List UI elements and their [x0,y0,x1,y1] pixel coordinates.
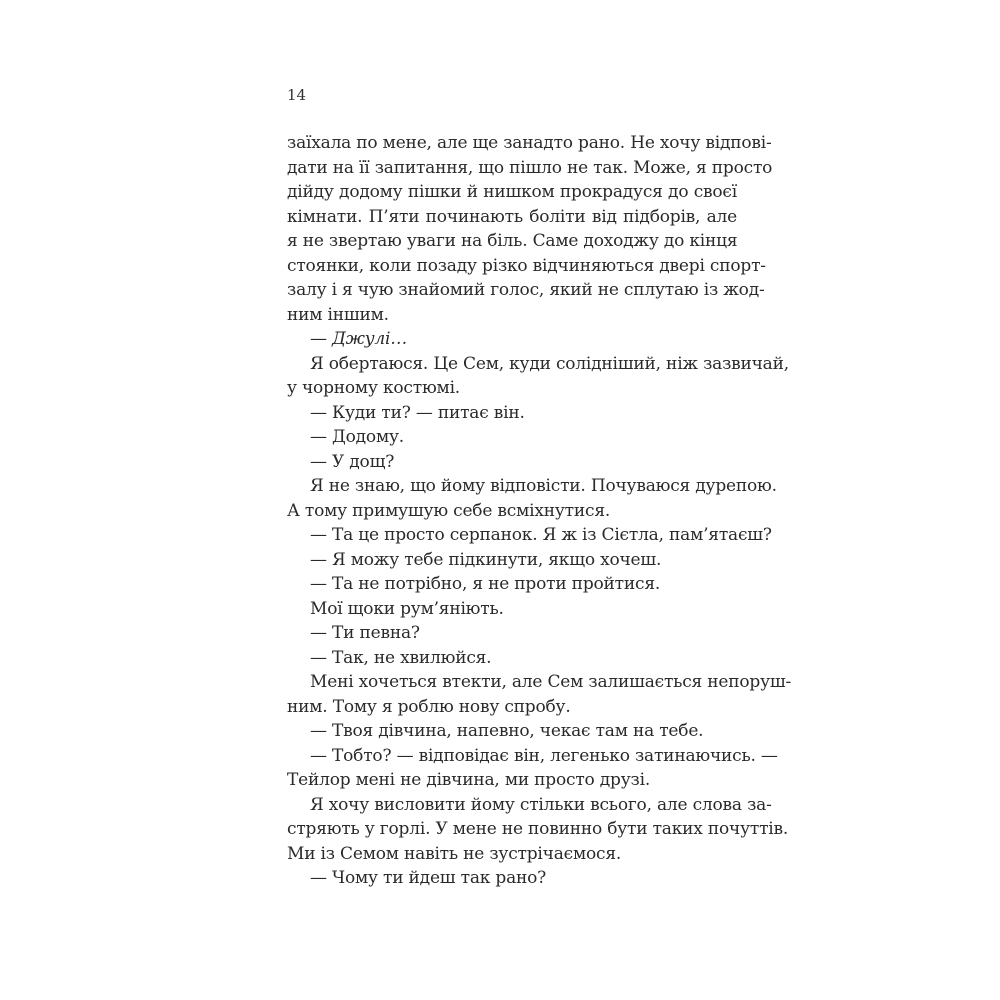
text-line: — Джулі… [310,329,408,349]
text-line: Тейлор мені не дівчина, ми просто друзі. [287,770,651,790]
text-line: Мої щоки рум’яніють. [310,598,504,619]
text-line: — Чому ти йдеш так рано? [310,868,547,888]
text-line: — Додому. [310,427,404,447]
text-line: — Та не потрібно, я не проти пройтися. [310,574,661,594]
text-line: залу і я чую знайомий голос, який не сплутаю із жод- [287,280,765,300]
text-line: — У дощ? [310,451,395,472]
text-line: — Куди ти? — питає він. [310,402,525,423]
text-line: — Тобто? — відповідає він, легенько затинаючись. — [310,745,778,766]
text-line: ним. Тому я роблю нову спробу. [287,696,571,717]
text-line: — Та це просто серпанок. Я ж із Сієтла, пам’ятаєш? [310,525,772,545]
body-text [287,131,792,891]
text-line: — Твоя дівчина, напевно, чекає там на тебе. [310,721,704,741]
text-line: дати на її запитання, що пішло не так. Може, я просто [287,157,773,178]
text-line: заїхала по мене, але ще занадто рано. Не хочу відпові- [287,133,772,153]
text-line: Я обертаюся. Це Сем, куди солідніший, ніж зазвичай, [310,353,789,374]
text-line: у чорному костюмі. [287,378,461,398]
text-line: — Ти певна? [310,623,420,643]
page-number: 14 [287,86,307,104]
text-line: стряють у горлі. У мене не повинно бути таких почуттів. [287,819,789,839]
text-line: Ми із Семом навіть не зустрічаємося. [287,843,622,864]
text-line: стоянки, коли позаду різко відчиняються двері спорт- [287,255,766,276]
text-line: — Так, не хвилюйся. [310,647,492,668]
text-line: А тому примушую себе всміхнутися. [287,500,611,521]
text-line: Я не знаю, що йому відповісти. Почуваюся дурепою. [310,476,777,496]
text-line: Я хочу висловити йому стільки всього, але слова за- [310,794,772,815]
text-line: я не звертаю уваги на біль. Саме доходжу до кінця [287,231,738,251]
text-line: кімнати. П’яти починають боліти від підборів, але [287,206,737,227]
text-line: Мені хочеться втекти, але Сем залишається непоруш- [310,672,792,692]
text-line: ним іншим. [287,304,389,325]
text-line: дійду додому пішки й нишком прокрадуся до своєї [287,182,737,202]
text-line: — Я можу тебе підкинути, якщо хочеш. [310,549,662,570]
